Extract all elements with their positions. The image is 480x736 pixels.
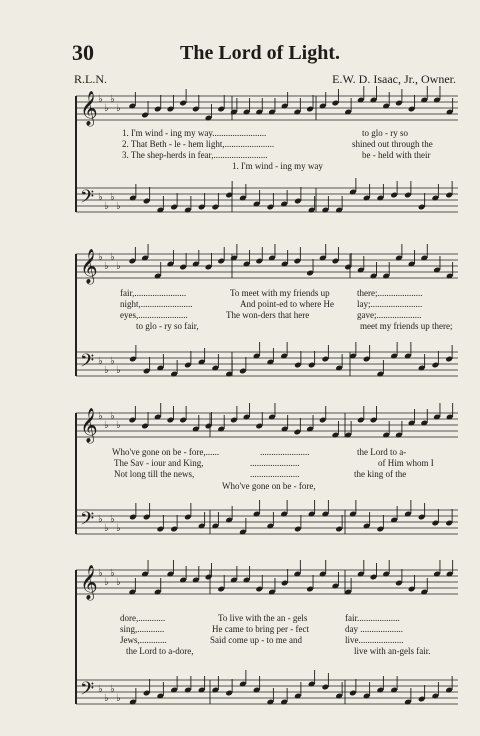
lyric-line: fair................... (345, 613, 400, 623)
flat-icon: ♭ (116, 523, 121, 534)
lyric-line: night,....................... (120, 299, 193, 309)
lyric-line: day ................... (345, 624, 403, 634)
flat-icon: ♭ (116, 365, 121, 376)
flat-icon: ♭ (116, 693, 121, 704)
bass-clef-icon: 𝄢 (80, 679, 95, 704)
flat-icon: ♭ (116, 577, 121, 588)
flat-icon: ♭ (110, 684, 115, 695)
lyric-line: eyes,...................... (120, 310, 188, 320)
flat-icon: ♭ (116, 103, 121, 114)
lyric-line: there;.................... (357, 288, 423, 298)
lyric-line: sing,............ (120, 624, 165, 634)
lyric-line: Who've gone on be - fore,...... (112, 447, 220, 457)
flat-icon: ♭ (116, 261, 121, 272)
lyric-line: shined out through the (352, 139, 433, 149)
flat-icon: ♭ (116, 420, 121, 431)
bass-clef-icon: 𝄢 (80, 187, 95, 212)
flat-icon: ♭ (110, 411, 115, 422)
music-system-4 (0, 562, 480, 712)
lyric-line: He came to bring per - fect (212, 624, 309, 634)
music-system-3 (0, 405, 480, 535)
lyric-line: gave;.................... (357, 310, 422, 320)
treble-clef-icon: 𝄞 (80, 91, 98, 126)
treble-clef-icon: 𝄞 (80, 565, 98, 600)
flat-icon: ♭ (110, 94, 115, 105)
lyric-line: ...................... (250, 458, 300, 468)
lyric-line: be - held with their (362, 150, 431, 160)
lyric-line: Said come up - to me and (210, 635, 302, 645)
hymn-title: The Lord of Light. (180, 42, 341, 64)
flat-icon: ♭ (110, 514, 115, 525)
lyric-line: live with an-gels fair. (354, 646, 431, 656)
lyric-line: dore,............ (120, 613, 166, 623)
lyric-line: ...................... (260, 447, 310, 457)
lyric-line: 1. I'm wind - ing my way (232, 161, 323, 171)
flat-icon: ♭ (104, 693, 109, 704)
lyric-line: ...................... (250, 469, 300, 479)
lyric-line: the Lord to a-dore, (126, 646, 194, 656)
author-credit: R.L.N. (74, 72, 107, 86)
flat-icon: ♭ (110, 252, 115, 263)
music-system-1 (0, 90, 480, 220)
lyric-line: Not long till the news, (114, 469, 195, 479)
lyric-line: the king of the (354, 469, 407, 479)
lyric-line: 2. That Beth - le - hem light,...................... (122, 139, 275, 149)
flat-icon: ♭ (98, 411, 103, 422)
flat-icon: ♭ (116, 201, 121, 212)
music-staves-3 (0, 405, 480, 535)
bass-clef-icon: 𝄢 (80, 351, 95, 376)
lyric-line: lay;....................... (357, 299, 423, 309)
lyric-line: Jews,............ (120, 635, 167, 645)
lyric-line: The won-ders that here (226, 310, 310, 320)
flat-icon: ♭ (104, 261, 109, 272)
flat-icon: ♭ (104, 201, 109, 212)
page-number: 30 (72, 40, 94, 65)
flat-icon: ♭ (104, 420, 109, 431)
lyric-line: 3. The shep-herds in fear,........................ (122, 150, 268, 160)
flat-icon: ♭ (98, 514, 103, 525)
lyric-line: To meet with my friends up (230, 288, 330, 298)
flat-icon: ♭ (98, 192, 103, 203)
lyric-line: Who've gone on be - fore, (222, 481, 316, 491)
lyric-line: to glo - ry so fair, (136, 321, 199, 331)
flat-icon: ♭ (110, 568, 115, 579)
treble-clef-icon: 𝄞 (80, 408, 98, 443)
owner-credit: E.W. D. Isaac, Jr., Owner. (332, 72, 456, 86)
flat-icon: ♭ (104, 577, 109, 588)
lyric-line: meet my friends up there; (360, 321, 453, 331)
lyric-line: The Sav - iour and King, (114, 458, 204, 468)
lyric-line: live.................... (345, 635, 404, 645)
flat-icon: ♭ (98, 252, 103, 263)
bass-clef-icon: 𝄢 (80, 509, 95, 534)
flat-icon: ♭ (98, 684, 103, 695)
lyric-line: the Lord to a- (357, 447, 407, 457)
flat-icon: ♭ (104, 523, 109, 534)
flat-icon: ♭ (110, 192, 115, 203)
lyric-line: of Him whom I (378, 458, 434, 468)
flat-icon: ♭ (98, 356, 103, 367)
flat-icon: ♭ (98, 568, 103, 579)
lyric-line: fair,....................... (120, 288, 187, 298)
treble-clef-icon: 𝄞 (80, 249, 98, 284)
lyric-line: to glo - ry so (362, 128, 408, 138)
lyric-line: 1. I'm wind - ing my way........................ (122, 128, 267, 138)
flat-icon: ♭ (98, 94, 103, 105)
lyric-line: To live with the an - gels (218, 613, 308, 623)
flat-icon: ♭ (104, 103, 109, 114)
music-system-2 (0, 248, 480, 388)
lyric-line: And point-ed to where He (240, 299, 334, 309)
flat-icon: ♭ (110, 356, 115, 367)
flat-icon: ♭ (104, 365, 109, 376)
